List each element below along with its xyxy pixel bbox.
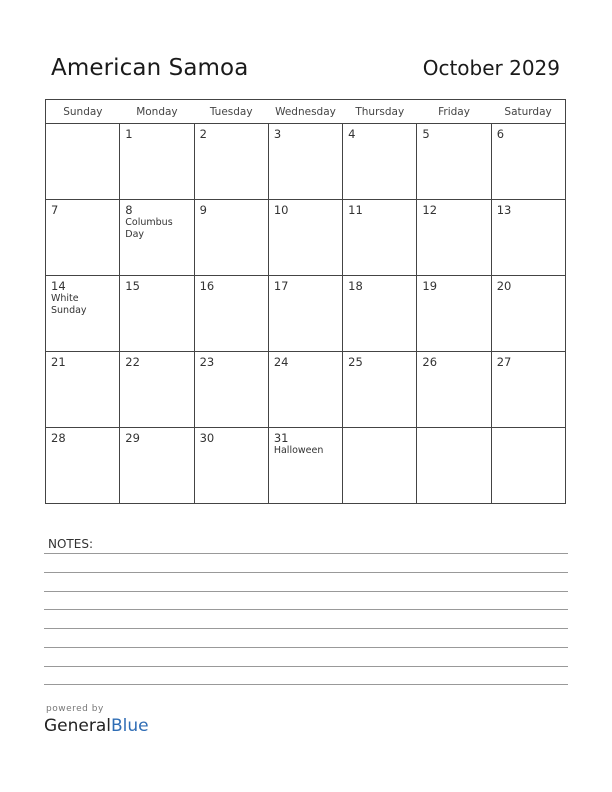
day-number: 30 — [199, 431, 215, 445]
day-number: 12 — [422, 203, 438, 217]
day-number: 22 — [125, 355, 140, 369]
holiday-label: White Sunday — [51, 293, 87, 316]
generalblue-logo[interactable] — [44, 716, 149, 736]
holiday-label: Halloween — [273, 445, 324, 456]
calendar-day-cell[interactable] — [343, 352, 417, 428]
day-number: 28 — [51, 431, 66, 445]
day-number: 2 — [199, 127, 207, 141]
calendar-day-cell[interactable] — [194, 352, 268, 428]
weekday-thursday: Thursday — [343, 100, 417, 124]
note-line — [44, 553, 568, 554]
calendar-day-cell[interactable] — [268, 428, 342, 504]
brand-blue: Blue — [111, 716, 149, 736]
calendar-month-year: October 2029 — [422, 56, 560, 80]
day-number: 9 — [199, 203, 207, 217]
calendar-day-cell[interactable] — [343, 428, 417, 504]
day-number: 11 — [348, 203, 363, 217]
holiday-label: Columbus Day — [125, 217, 173, 240]
calendar-day-cell[interactable] — [120, 200, 194, 276]
calendar-country-title: American Samoa — [51, 55, 249, 81]
note-line — [44, 647, 568, 648]
calendar-grid — [45, 99, 566, 504]
calendar-day-cell[interactable] — [343, 200, 417, 276]
calendar-day-cell[interactable] — [417, 352, 491, 428]
day-number: 27 — [496, 355, 512, 369]
calendar-day-cell[interactable] — [491, 276, 565, 352]
calendar-day-cell[interactable] — [194, 200, 268, 276]
weekday-header-row — [46, 100, 566, 124]
note-line — [44, 666, 568, 667]
note-line — [44, 572, 568, 573]
day-number: 5 — [422, 127, 430, 141]
weekday-saturday: Saturday — [491, 100, 565, 124]
calendar-week-row — [46, 276, 566, 352]
day-number: 24 — [273, 355, 289, 369]
calendar-day-cell[interactable] — [120, 124, 194, 200]
calendar-day-cell[interactable] — [120, 428, 194, 504]
day-number: 6 — [496, 127, 505, 141]
calendar-day-cell[interactable] — [268, 276, 342, 352]
day-number: 20 — [496, 279, 512, 293]
calendar-day-cell[interactable] — [417, 276, 491, 352]
weekday-tuesday: Tuesday — [194, 100, 268, 124]
note-line — [44, 609, 568, 610]
calendar-day-cell[interactable] — [417, 124, 491, 200]
calendar-day-cell[interactable] — [194, 276, 268, 352]
weekday-sunday: Sunday — [46, 100, 120, 124]
weekday-wednesday: Wednesday — [268, 100, 342, 124]
day-number: 15 — [125, 279, 140, 293]
day-number: 7 — [51, 203, 59, 217]
day-number: 16 — [199, 279, 215, 293]
note-line — [44, 628, 568, 629]
day-number: 21 — [51, 355, 66, 369]
day-number: 14 — [51, 279, 66, 293]
day-number: 3 — [273, 127, 282, 141]
calendar-day-cell[interactable] — [491, 428, 565, 504]
notes-label: NOTES: — [48, 537, 93, 551]
day-number: 23 — [199, 355, 215, 369]
day-number: 13 — [496, 203, 512, 217]
day-number: 10 — [273, 203, 289, 217]
calendar-day-cell[interactable] — [268, 352, 342, 428]
calendar-day-cell[interactable] — [491, 124, 565, 200]
powered-by-text: powered by — [46, 704, 104, 714]
day-number: 29 — [125, 431, 140, 445]
calendar-day-cell[interactable] — [46, 276, 120, 352]
day-number: 25 — [348, 355, 363, 369]
weekday-friday: Friday — [417, 100, 491, 124]
calendar-day-cell[interactable] — [46, 428, 120, 504]
calendar-day-cell[interactable] — [194, 124, 268, 200]
calendar-day-cell[interactable] — [343, 124, 417, 200]
calendar-day-cell[interactable] — [120, 276, 194, 352]
calendar-day-cell[interactable] — [268, 200, 342, 276]
day-number: 18 — [348, 279, 363, 293]
calendar-week-row — [46, 124, 566, 200]
calendar-day-cell[interactable] — [343, 276, 417, 352]
calendar-day-cell[interactable] — [417, 428, 491, 504]
note-line — [44, 684, 568, 685]
brand-general: General — [44, 716, 111, 736]
day-number: 1 — [125, 127, 133, 141]
calendar-day-cell[interactable] — [491, 200, 565, 276]
day-number: 31 — [273, 431, 289, 445]
day-number: 17 — [273, 279, 289, 293]
calendar-week-row — [46, 200, 566, 276]
calendar-day-cell[interactable] — [46, 200, 120, 276]
weekday-monday: Monday — [120, 100, 194, 124]
calendar-day-cell[interactable] — [120, 352, 194, 428]
calendar-week-row — [46, 428, 566, 504]
day-number: 26 — [422, 355, 438, 369]
calendar-day-cell[interactable] — [46, 352, 120, 428]
calendar-day-cell[interactable] — [268, 124, 342, 200]
calendar-day-cell[interactable] — [46, 124, 120, 200]
calendar-day-cell[interactable] — [417, 200, 491, 276]
calendar-day-cell[interactable] — [194, 428, 268, 504]
day-number: 4 — [348, 127, 356, 141]
calendar-day-cell[interactable] — [491, 352, 565, 428]
day-number: 8 — [125, 203, 133, 217]
day-number: 19 — [422, 279, 438, 293]
note-line — [44, 591, 568, 592]
calendar-week-row — [46, 352, 566, 428]
